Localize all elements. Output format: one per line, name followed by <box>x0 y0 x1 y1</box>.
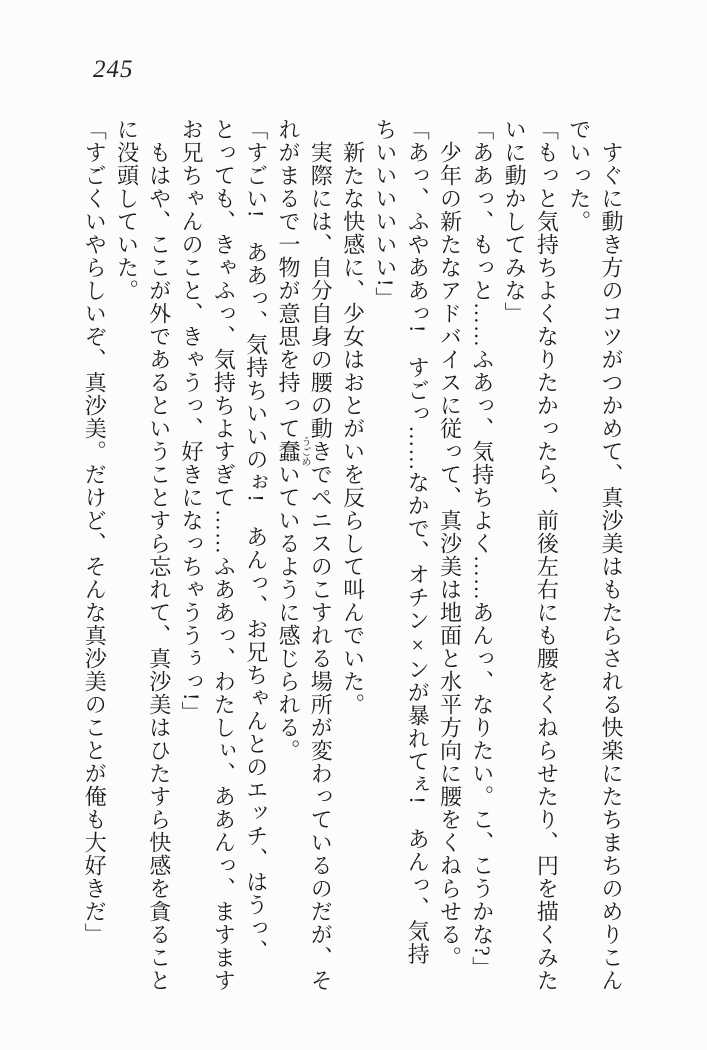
text-column-7: 「あっ、ふやああっ! すごっ……なかで、オチン×ンが暴れてぇ! あんっ、気持 <box>405 118 431 966</box>
text-column-9: 新たな快感に、少女はおとがいを反らして叫んでいた。 <box>340 141 366 716</box>
text-column-14: お兄ちゃんのこと、きゃうっ、好きになっちゃううぅっ!」 <box>179 118 205 725</box>
text-column-3: 「もっと気持ちよくなりたかったら、前後左右にも腰をくねらせたり、円を描くみた <box>534 118 560 992</box>
furigana-ruby: 蠢うごめ <box>276 436 310 467</box>
text-column-5: 「ああっ、もっと……ふあっ、気持ちよく……あんっ、なりたい。こ、こうかな?」 <box>469 118 495 980</box>
text-column-17: 「すごくいやらしいぞ、真沙美。だけど、そんな真沙美のことが俺も大好きだ」 <box>82 118 108 946</box>
text-column-2: でいった。 <box>566 118 592 233</box>
text-column-16: に没頭していた。 <box>114 118 140 302</box>
text-column-12: 「すごい! ああっ、気持ちいいのぉ! あんっ、お兄ちゃんとのエッチ、はうっ、 <box>243 118 269 963</box>
page-number: 245 <box>93 56 134 83</box>
text-column-13: とっても、きゃふっ、気持ちよすぎて……ふああっ、わたしぃ、ああんっ、ますます <box>211 118 237 992</box>
text-column-10: 実際には、自分自身の腰の動きでペニスのこすれる場所が変わっているのだが、そ <box>308 141 334 992</box>
text-column-4: いに動かしてみな」 <box>502 118 528 325</box>
text-column-1: すぐに動き方のコツがつかめて、真沙美はもたらされる快楽にたちまちのめりこん <box>599 141 624 992</box>
text-column-11: れがまるで一物が意思を持って蠢うごめいているように感じられる。 <box>276 118 310 762</box>
text-column-8: ちいいいいいい!」 <box>372 118 398 311</box>
text-column-15: もはや、ここが外であるということすら忘れて、真沙美はひたすら快感を貪ること <box>146 141 172 992</box>
text-column-6: 少年の新たなアドバイスに従って、真沙美は地面と水平方向に腰をくねらせる。 <box>437 141 463 969</box>
